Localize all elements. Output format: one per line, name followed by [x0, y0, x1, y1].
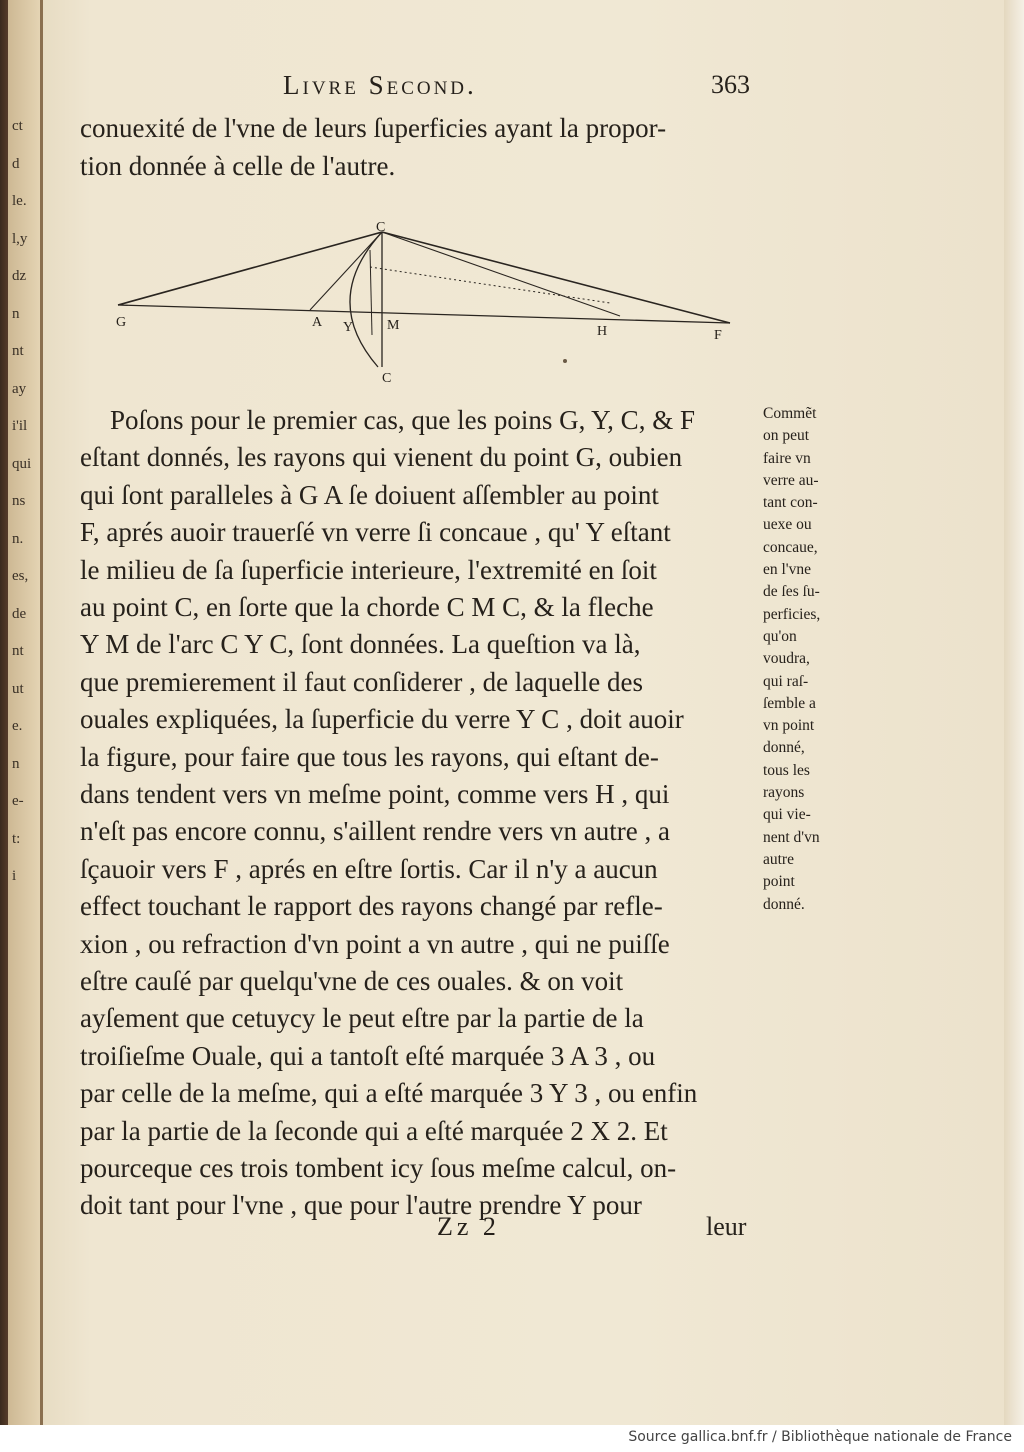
- facing-page-fragment: nt: [12, 343, 24, 359]
- text-line: eſtre cauſé par quelqu'vne de ces ouales. & on voit: [80, 966, 624, 996]
- margin-note-line: uexe ou: [763, 516, 812, 534]
- text-line: troiſieſme Ouale, qui a tantoſt eſté marquée 3 A 3 , ou: [80, 1040, 656, 1071]
- text-line: eſtant donnés, les rayons qui vienent du point G, oubien: [80, 442, 683, 473]
- text-line: par celle de la meſme, qui a eſté marquée 3 Y 3 , ou enfin: [80, 1078, 698, 1109]
- line-g-c: [118, 232, 382, 305]
- margin-note-line: point: [763, 873, 795, 891]
- margin-note-line: voudra,: [763, 650, 810, 668]
- text-line: ayſement que cetuycy le peut eſtre par la partie de la: [80, 1003, 644, 1034]
- facing-page-edge: [8, 0, 42, 1425]
- axis-g-f: [118, 305, 730, 323]
- label-y: Y: [343, 320, 354, 335]
- margin-note-line: nent d'vn: [763, 828, 820, 846]
- text-line: qui ſont paralleles à G A ſe doiuent aſſembler au point: [80, 479, 659, 510]
- margin-note-line: on peut: [763, 427, 810, 445]
- text-line: par la partie de la ſeconde qui a eſté marquée 2 X 2. Et: [80, 1115, 668, 1146]
- text-line: Poſons pour le premier cas, que les poins G, Y, C, & F: [110, 405, 695, 435]
- text-line: ouales expliquées, la ſuperficie du verre Y C , doit auoir: [80, 704, 684, 735]
- margin-note-line: de ſes ſu-: [763, 583, 820, 601]
- line-c-f: [382, 232, 730, 323]
- facing-page-fragment: n: [12, 305, 20, 322]
- arc-cyc: [350, 232, 382, 367]
- source-footer: [0, 1425, 1024, 1452]
- text-line: Y M de l'arc C Y C, ſont données. La queſtion va là,: [80, 629, 641, 660]
- text-line: doit tant pour l'vne , que pour l'autre prendre Y pour: [80, 1190, 642, 1221]
- intro-line: tion donnée à celle de l'autre.: [80, 151, 396, 181]
- text-line: dans tendent vers vn meſme point, comme vers H , qui: [80, 779, 670, 809]
- intro-line: conuexité de l'vne de leurs ſuperficies ayant la propor-: [80, 113, 667, 143]
- label-m: M: [387, 318, 400, 333]
- ink-dot: [563, 359, 567, 363]
- margin-note-line: qui raſ-: [763, 672, 809, 690]
- margin-note-line: perficies,: [763, 605, 821, 623]
- text-line: pourceque ces trois tombent icy ſous meſme calcul, on-: [80, 1153, 677, 1183]
- catchword: leur: [706, 1212, 747, 1241]
- facing-page-fragment: ut: [12, 680, 24, 697]
- facing-page-fragment: de: [12, 605, 27, 622]
- margin-note-line: rayons: [763, 784, 805, 802]
- margin-note-line: qui vie-: [763, 806, 811, 824]
- facing-page-fragment: ay: [12, 380, 27, 397]
- facing-page-fragment: ct: [12, 118, 23, 134]
- line-c-h: [382, 232, 620, 316]
- facing-page-fragment: nt: [12, 643, 24, 659]
- margin-note-line: concaue,: [763, 538, 818, 556]
- text-line: xion , ou refraction d'vn point a vn autre , qui ne puiſſe: [80, 928, 670, 959]
- margin-note: [763, 406, 853, 919]
- margin-note-line: verre au-: [763, 471, 819, 489]
- text-line: ſçauoir vers F , aprés en eſtre ſortis. Car il n'y a aucun: [80, 853, 658, 884]
- page-number: 363: [711, 70, 750, 99]
- text-line: F, aprés auoir trauerſé vn verre ſi concaue , qu' Y eſtant: [80, 517, 671, 548]
- label-g: G: [116, 315, 127, 330]
- margin-note-line: ſemble a: [763, 694, 816, 712]
- margin-note-line: tous les: [763, 761, 810, 779]
- source-credit: Source gallica.bnf.fr / Bibliothèque nationale de France: [628, 1429, 1012, 1445]
- signature-mark: Zz 2: [437, 1212, 500, 1241]
- label-h: H: [597, 324, 608, 339]
- text-line: la figure, pour faire que tous les rayons, qui eſtant de-: [80, 741, 659, 772]
- text-line: le milieu de ſa ſuperficie interieure, l'extremité en ſoit: [80, 554, 657, 585]
- facing-page-fragment: t:: [12, 830, 21, 847]
- page-right-edge: [1004, 0, 1024, 1425]
- margin-note-line: vn point: [763, 717, 815, 735]
- text-line: effect touchant le rapport des rayons changé par refle-: [80, 891, 663, 922]
- label-c-top: C: [376, 220, 386, 235]
- facing-page-fragment: es,: [12, 568, 29, 584]
- facing-page-fragment: dz: [12, 268, 27, 284]
- facing-page-fragment: le.: [12, 193, 27, 209]
- facing-page-fragment: n: [12, 755, 20, 772]
- margin-note-line: donné,: [763, 739, 805, 757]
- facing-page-fragment: l,y: [12, 230, 28, 247]
- facing-page-fragment: ns: [12, 493, 26, 509]
- vertical-y: [370, 250, 372, 335]
- margin-note-line: autre: [763, 850, 794, 868]
- facing-page-fragment: i: [12, 868, 17, 884]
- text-line: au point C, en ſorte que la chorde C M C, & la fleche: [80, 592, 654, 622]
- facing-page-fragment: d: [12, 155, 20, 172]
- label-c-bottom: C: [382, 371, 392, 385]
- optics-diagram: [110, 215, 760, 385]
- label-a: A: [312, 315, 323, 330]
- dotted-ray: [370, 267, 610, 303]
- facing-page-fragment: e.: [12, 718, 23, 734]
- margin-note-line: donné.: [763, 895, 805, 913]
- facing-page-fragment: n.: [12, 530, 24, 547]
- margin-note-line: en l'vne: [763, 561, 811, 579]
- facing-page-fragment: qui: [12, 455, 32, 472]
- text-line: que premierement il faut conſiderer , de laquelle des: [80, 666, 644, 697]
- label-f: F: [714, 328, 722, 343]
- margin-note-line: qu'on: [763, 627, 797, 645]
- facing-page-fragment: e-: [12, 793, 24, 809]
- running-head: Livre Second.: [283, 70, 477, 100]
- margin-note-line: faire vn: [763, 449, 811, 467]
- facing-page-fragment: i'il: [12, 418, 28, 434]
- margin-note-line: tant con-: [763, 494, 818, 512]
- text-line: n'eſt pas encore connu, s'aillent rendre vers vn autre , a: [80, 816, 670, 847]
- margin-note-line: Commẽt: [763, 405, 817, 422]
